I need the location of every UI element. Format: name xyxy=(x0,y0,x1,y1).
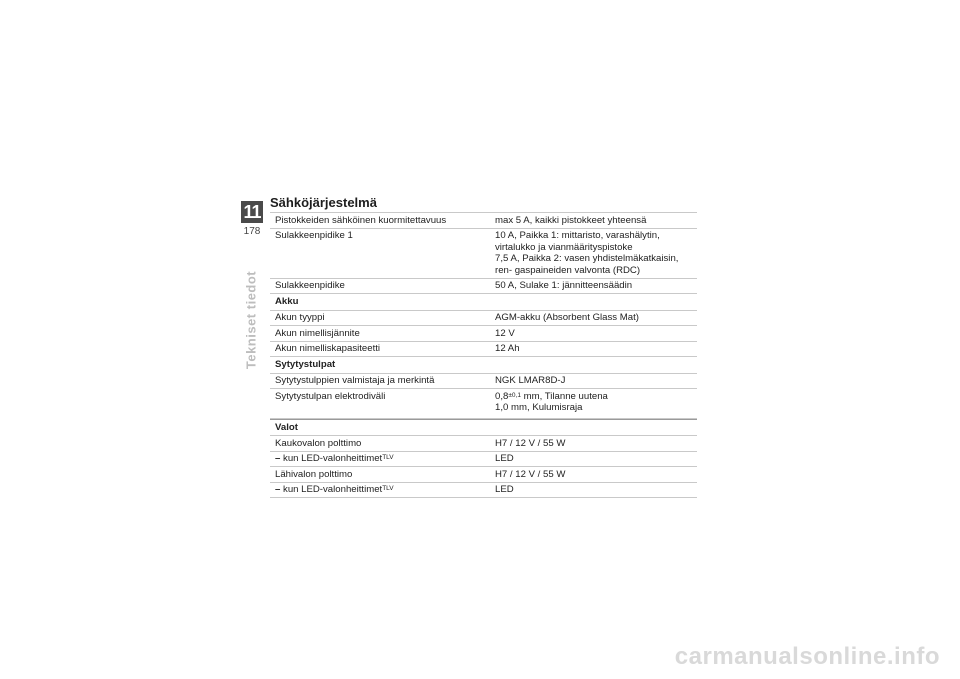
option-marker: TLV xyxy=(382,454,394,461)
row-value xyxy=(495,391,693,403)
table-row xyxy=(270,436,697,452)
row-label: Sytytystulpan elektrodiväli xyxy=(275,390,386,402)
row-value-2: 1,0 mm, Kulumisraja xyxy=(495,402,583,413)
table-row xyxy=(270,374,697,390)
side-chapter-title: Tekniset tiedot xyxy=(243,270,259,370)
row-value-block xyxy=(495,230,697,276)
table-row xyxy=(270,279,697,295)
row-value: max 5 A, kaikki pistokkeet yhteensä xyxy=(495,214,647,226)
chapter-number: 11 xyxy=(241,201,263,223)
row-label: Sulakkeenpidike xyxy=(275,280,345,291)
option-marker: TLV xyxy=(382,485,394,492)
row-label-block xyxy=(270,484,495,496)
value-rest: mm, Tilanne uutena xyxy=(520,390,608,402)
page-number: 178 xyxy=(243,226,261,237)
table-row xyxy=(270,326,697,342)
watermark: carmanualsonline.info xyxy=(674,643,940,670)
row-label: kun LED-valonheittimet xyxy=(283,484,383,495)
table-row xyxy=(270,212,697,229)
table-row xyxy=(270,452,697,468)
row-label-block xyxy=(270,453,495,465)
row-value: H7 / 12 V / 55 W xyxy=(495,437,566,449)
dash-marker: – xyxy=(275,484,281,495)
row-label: Kaukovalon polttimo xyxy=(275,437,362,449)
row-value: 12 V xyxy=(495,327,515,339)
row-label: Sulakkeenpidike 1 xyxy=(275,230,353,241)
table-row xyxy=(270,311,697,327)
value-tolerance: ±0,1 xyxy=(508,391,521,399)
table-row xyxy=(270,389,697,419)
row-label: kun LED-valonheittimet xyxy=(283,453,383,464)
dash-marker: – xyxy=(275,453,281,464)
group-title-akku: Akku xyxy=(270,294,697,311)
row-label: Akun nimelliskapasiteetti xyxy=(275,343,381,354)
value-base: 0,8 xyxy=(495,390,509,402)
group-title-sytytystulpat: Sytytystulpat xyxy=(270,357,697,374)
row-value: NGK LMAR8D-J xyxy=(495,375,566,386)
spec-table xyxy=(270,212,697,498)
row-value-2: 7,5 A, Paikka 2: vasen yhdistelmäkatkaisin, ren- gaspaineiden valvonta (RDC) xyxy=(495,253,679,276)
row-value: 12 Ah xyxy=(495,343,520,354)
row-value: 10 A, Paikka 1: mittaristo, varashälytin, virtalukko ja vianmäärityspistoke xyxy=(495,230,660,253)
row-label: Sytytystulppien valmistaja ja merkintä xyxy=(275,375,435,386)
group-title-valot: Valot xyxy=(270,419,697,437)
row-value: 50 A, Sulake 1: jännitteensäädin xyxy=(495,280,633,291)
row-label: Pistokkeiden sähköinen kuormitettavuus xyxy=(275,214,447,226)
row-value: LED xyxy=(495,484,514,495)
section-title: Sähköjärjestelmä xyxy=(270,195,377,210)
row-label: Akun tyyppi xyxy=(275,312,325,323)
table-row xyxy=(270,483,697,499)
row-value: LED xyxy=(495,453,514,464)
row-value-block xyxy=(495,391,697,414)
row-label: Lähivalon polttimo xyxy=(275,468,353,480)
table-row xyxy=(270,342,697,358)
row-value: H7 / 12 V / 55 W xyxy=(495,468,566,480)
table-row xyxy=(270,229,697,279)
table-row xyxy=(270,467,697,483)
row-value: AGM-akku (Absorbent Glass Mat) xyxy=(495,312,639,323)
row-label: Akun nimellisjännite xyxy=(275,327,360,339)
